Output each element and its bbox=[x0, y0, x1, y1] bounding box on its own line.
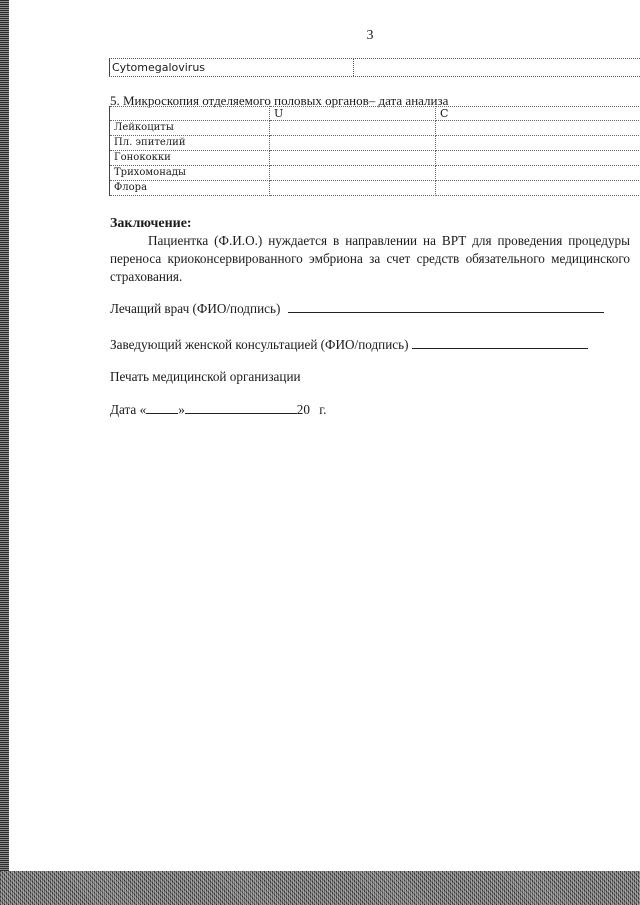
date-day-blank bbox=[146, 401, 178, 414]
table-header-cell bbox=[110, 107, 270, 121]
table-cell-c bbox=[436, 136, 640, 151]
table-row bbox=[110, 136, 640, 151]
microscopy-table bbox=[109, 106, 640, 196]
head-signature-line bbox=[110, 336, 588, 353]
table-row bbox=[110, 121, 640, 136]
doctor-signature-label: Лечащий врач (ФИО/подпись) bbox=[110, 301, 281, 316]
conclusion-title: Заключение: bbox=[110, 216, 192, 231]
scan-edge-left bbox=[0, 0, 9, 905]
date-middle: » bbox=[178, 402, 185, 417]
table-cell-label: Лейкоциты bbox=[110, 121, 270, 136]
table-cell-c bbox=[436, 166, 640, 181]
date-prefix: Дата « bbox=[110, 402, 147, 417]
table-cell-u bbox=[270, 166, 436, 181]
page-number: 3 bbox=[366, 28, 374, 43]
head-signature-label: Заведующий женской консультацией (ФИО/подпись) bbox=[110, 337, 409, 352]
table-cell-c bbox=[436, 181, 640, 196]
stamp-label: Печать медицинской организации bbox=[110, 369, 301, 384]
table-header-cell: U bbox=[270, 107, 436, 121]
date-line bbox=[110, 401, 326, 418]
conclusion-text: Пациентка (Ф.И.О.) нуждается в направлении на ВРТ для проведения процедуры переноса криоконсервированного эмбриона за счет средств обязательного медицинского страхования. bbox=[110, 233, 630, 284]
table-cell-label: Гонококки bbox=[110, 151, 270, 166]
table-row bbox=[110, 181, 640, 196]
table-cell-u bbox=[270, 121, 436, 136]
table-row bbox=[110, 166, 640, 181]
table-cell-label: Флора bbox=[110, 181, 270, 196]
table-cell-u bbox=[270, 151, 436, 166]
table-cell-label: Пл. эпителий bbox=[110, 136, 270, 151]
doctor-signature-blank bbox=[288, 300, 604, 313]
table-cell-c bbox=[436, 121, 640, 136]
scan-edge-bottom bbox=[0, 871, 640, 905]
table-header-row bbox=[110, 107, 640, 121]
table-row bbox=[110, 151, 640, 166]
table-cell-u bbox=[270, 136, 436, 151]
head-signature-blank bbox=[412, 336, 588, 349]
table-cell-label: Трихомонады bbox=[110, 166, 270, 181]
date-month-blank bbox=[185, 401, 297, 414]
table-cell-label: Cytomegalovirus bbox=[109, 59, 354, 76]
table-header-cell: C bbox=[436, 107, 640, 121]
date-suffix: г. bbox=[319, 402, 327, 417]
date-year: 20 bbox=[296, 402, 310, 417]
doctor-signature-line bbox=[110, 300, 604, 317]
table-row bbox=[109, 58, 640, 77]
table-cell-c bbox=[436, 151, 640, 166]
section-title: 5. Микроскопия отделяемого половых органов– дата анализа bbox=[110, 93, 449, 108]
table-cell-u bbox=[270, 181, 436, 196]
